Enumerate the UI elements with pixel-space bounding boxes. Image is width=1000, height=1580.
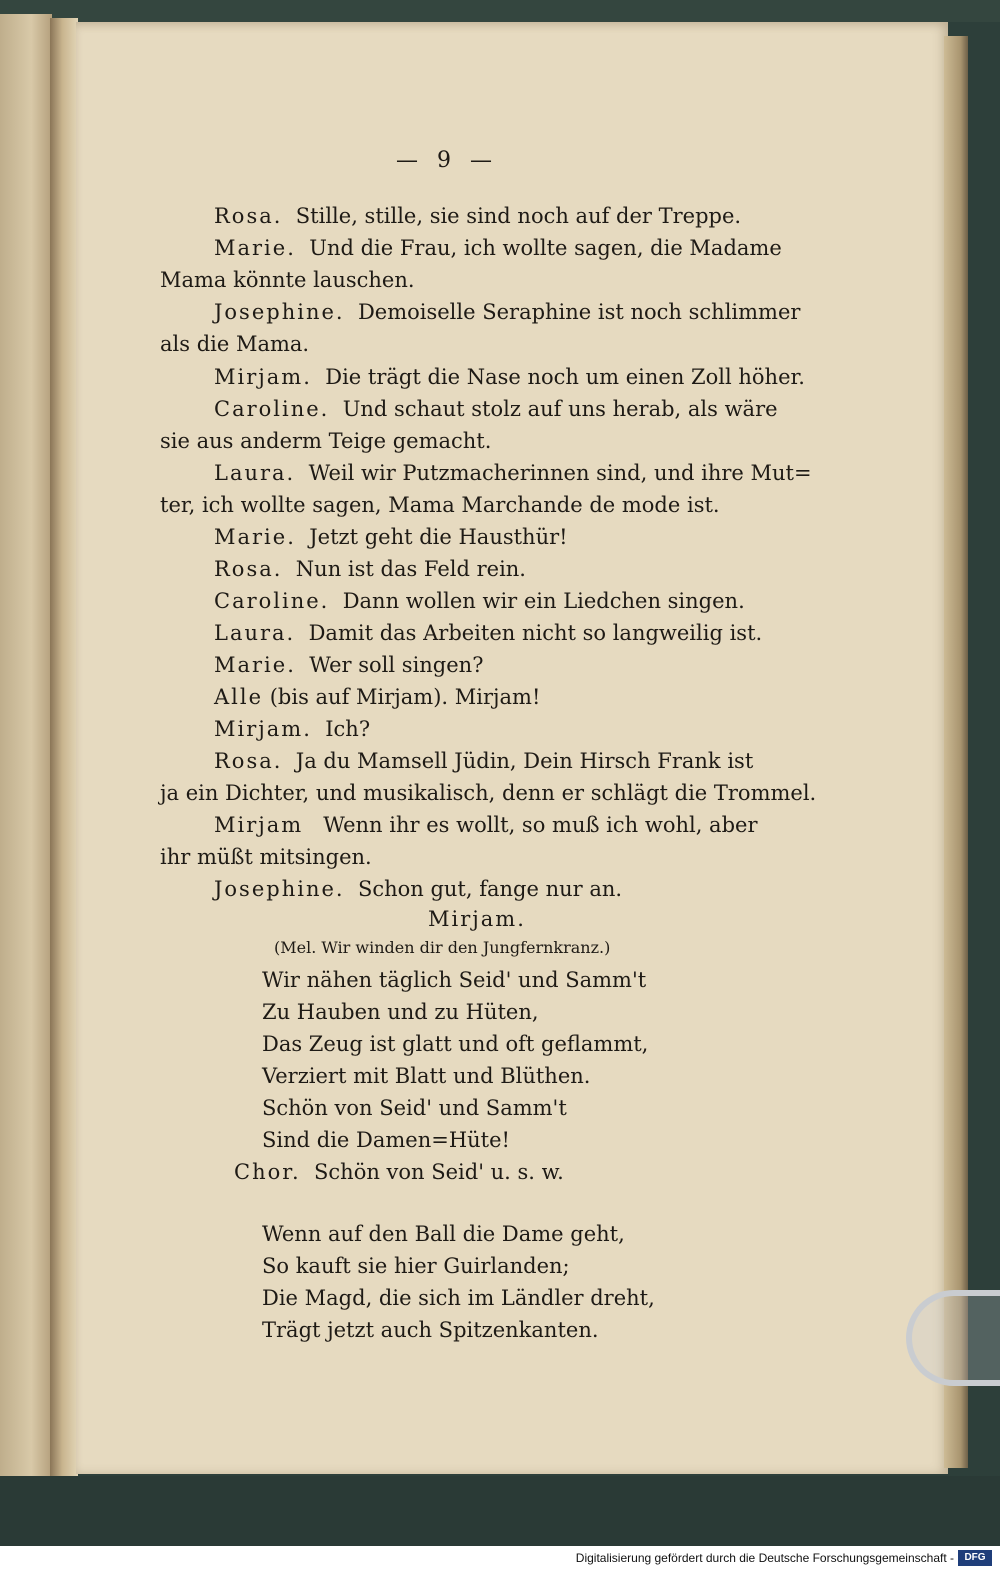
chorus-line <box>234 1160 564 1184</box>
page-stack-edge <box>944 36 968 1468</box>
speaker-name: Alle <box>214 685 264 709</box>
speaker-name: Rosa. <box>214 557 283 581</box>
dialogue-text: ter, ich wollte sagen, Mama Marchande de mode ist. <box>160 493 720 517</box>
verse-line: Verziert mit Blatt und Blüthen. <box>262 1064 591 1088</box>
dialogue-line <box>214 557 526 581</box>
dialogue-line <box>160 845 372 869</box>
speaker-name: Mirjam. <box>214 717 312 741</box>
dfg-logo: DFG <box>958 1550 992 1566</box>
dialogue-line <box>160 781 816 805</box>
dialogue-line <box>214 461 812 485</box>
dialogue-text: Nun ist das Feld rein. <box>295 557 526 581</box>
dialogue-text: Wenn ihr es wollt, so muß ich wohl, aber <box>323 813 758 837</box>
dialogue-text: Und die Frau, ich wollte sagen, die Madame <box>309 236 782 260</box>
speaker-name: Rosa. <box>214 749 283 773</box>
dialogue-line <box>214 621 762 645</box>
dialogue-text: Und schaut stolz auf uns herab, als wäre <box>342 397 778 421</box>
verse-line: Das Zeug ist glatt und oft geflammt, <box>262 1032 649 1056</box>
dialogue-text: Wer soll singen? <box>309 653 484 677</box>
verse-line: Die Magd, die sich im Ländler dreht, <box>262 1286 655 1310</box>
dialogue-text: Ich? <box>325 717 371 741</box>
song-heading: Mirjam. <box>428 907 526 931</box>
dialogue-text: Die trägt die Nase noch um einen Zoll höher. <box>325 365 805 389</box>
speaker-name: Chor. <box>234 1160 301 1184</box>
dialogue-text: Weil wir Putzmacherinnen sind, und ihre Mut= <box>308 461 812 485</box>
scan-top-border <box>0 0 1000 22</box>
dialogue-text: Stille, stille, sie sind noch auf der Treppe. <box>295 204 742 228</box>
dialogue-line <box>214 749 753 773</box>
verse-line: Wir nähen täglich Seid' und Samm't <box>262 968 647 992</box>
verse-line: Zu Hauben und zu Hüten, <box>262 1000 539 1024</box>
speaker-name: Laura. <box>214 621 296 645</box>
dialogue-line <box>214 204 741 228</box>
dialogue-text: Demoiselle Seraphine ist noch schlimmer <box>357 300 801 324</box>
speaker-name: Josephine. <box>214 877 345 901</box>
song-melody: (Mel. Wir winden dir den Jungfernkranz.) <box>274 938 611 957</box>
dialogue-text: Ja du Mamsell Jüdin, Dein Hirsch Frank ist <box>295 749 754 773</box>
dialogue-text: Mama könnte lauschen. <box>160 268 415 292</box>
verse-line: Trägt jetzt auch Spitzenkanten. <box>262 1318 599 1342</box>
dialogue-line <box>160 332 309 356</box>
verse-line: Schön von Seid' und Samm't <box>262 1096 567 1120</box>
speaker-name: Mirjam. <box>214 365 312 389</box>
funding-notice: Digitalisierung gefördert durch die Deutsche Forschungsgemeinschaft - <box>575 1551 954 1565</box>
dialogue-line <box>214 397 778 421</box>
speaker-name: Josephine. <box>214 300 345 324</box>
speaker-name: Laura. <box>214 461 296 485</box>
dialogue-line <box>214 589 745 613</box>
dialogue-line <box>214 813 758 837</box>
speaker-name: Caroline. <box>214 589 330 613</box>
dialogue-line <box>160 268 415 292</box>
dialogue-text: ihr müßt mitsingen. <box>160 845 372 869</box>
verse-line: So kauft sie hier Guirlanden; <box>262 1254 570 1278</box>
dialogue-line <box>214 685 540 709</box>
speaker-name: Marie. <box>214 236 296 260</box>
dialogue-line <box>160 429 491 453</box>
dialogue-line <box>214 877 622 901</box>
dialogue-line <box>214 525 568 549</box>
dialogue-text: als die Mama. <box>160 332 310 356</box>
speaker-name: Marie. <box>214 525 296 549</box>
verse-line: Sind die Damen=Hüte! <box>262 1128 510 1152</box>
speaker-name: Marie. <box>214 653 296 677</box>
dialogue-line <box>214 300 800 324</box>
dialogue-text: ja ein Dichter, und musikalisch, denn er schlägt die Trommel. <box>160 781 817 805</box>
dialogue-line <box>214 653 483 677</box>
paper-clip-icon <box>906 1290 1000 1386</box>
book-gutter <box>50 18 78 1478</box>
dialogue-line <box>214 365 805 389</box>
chorus-text: Schön von Seid' u. s. w. <box>314 1160 564 1184</box>
verse-line: Wenn auf den Ball die Dame geht, <box>262 1222 625 1246</box>
dialogue-text: sie aus anderm Teige gemacht. <box>160 429 492 453</box>
dialogue-text: Dann wollen wir ein Liedchen singen. <box>342 589 745 613</box>
dialogue-line <box>214 717 370 741</box>
left-page-edge <box>0 14 52 1476</box>
page-number: — 9 — <box>396 148 498 173</box>
dialogue-line <box>160 493 720 517</box>
dialogue-text: Schon gut, fange nur an. <box>357 877 623 901</box>
speaker-name: Caroline. <box>214 397 330 421</box>
dialogue-line <box>214 236 782 260</box>
dialogue-text: Jetzt geht die Hausthür! <box>309 525 568 549</box>
speaker-name: Mirjam <box>214 813 304 837</box>
dialogue-text: (bis auf Mirjam). Mirjam! <box>269 685 541 709</box>
speaker-name: Rosa. <box>214 204 283 228</box>
dialogue-text: Damit das Arbeiten nicht so langweilig ist. <box>308 621 763 645</box>
